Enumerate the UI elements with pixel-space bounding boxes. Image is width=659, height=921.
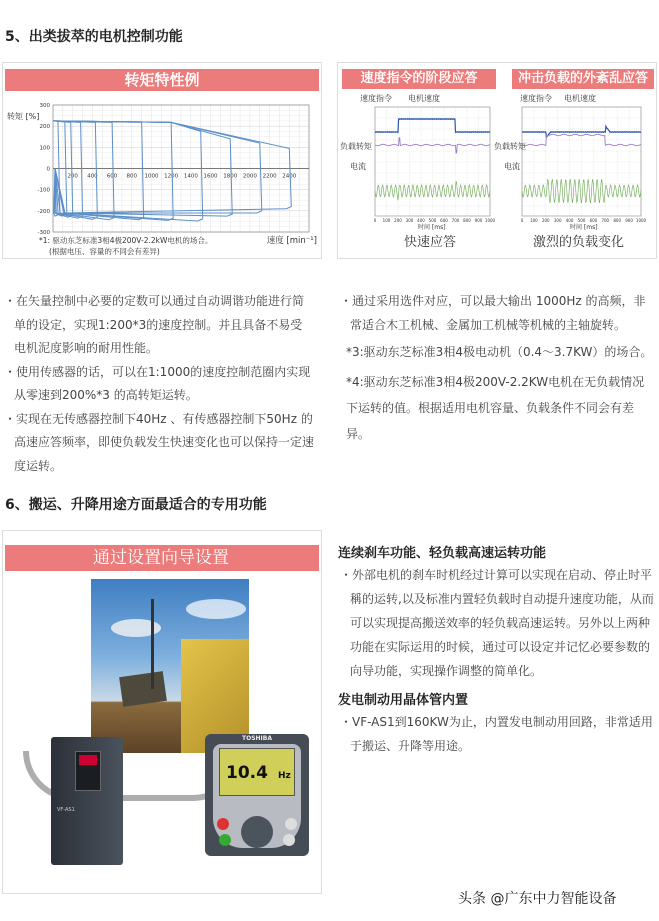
x-tick-label: 2400	[282, 173, 297, 180]
torque-note-1: *1: 驱动东芝标准3相4极200V-2.2kW电机的场合。	[39, 236, 213, 245]
bullet: ・使用传感器的话，可以在1:1000的速度控制范圈内实现从零速到200%*3 的高转矩运转。	[4, 364, 311, 402]
run-button	[219, 834, 231, 846]
section-5-title: 5、出类拔萃的电机控制功能	[5, 29, 183, 45]
feature-title: 连续刹车功能、轻负载高速运转功能	[338, 546, 547, 561]
x-tick-label: 0	[373, 218, 377, 223]
x-tick-label: 400	[417, 218, 425, 223]
y-tick-label: 200	[39, 124, 50, 131]
label-torque-1: 负载转矩	[340, 142, 372, 151]
x-tick-label: 100	[530, 218, 538, 223]
x-tick-label: 800	[126, 173, 138, 180]
x-tick-label: 1000	[144, 173, 159, 180]
bullet: ・在矢量控制中必要的定数可以通过自动调谐功能进行简单的设定，实现1:200*3的速度控制。并且具备不易受电机泥度影响的耐用性能。	[4, 294, 305, 355]
response-panel	[337, 62, 657, 259]
left-bullets	[2, 290, 314, 478]
x-tick-label: 1000	[484, 218, 496, 223]
torque-ylabel: 转矩 [%]	[7, 112, 40, 121]
x-tick-label: 0	[520, 218, 524, 223]
xlabel-2: 时间 [ms]	[570, 224, 598, 231]
stop-button	[217, 818, 229, 830]
x-tick-label: 100	[382, 218, 391, 223]
keypad-display-value: 10.4	[226, 763, 268, 783]
x-tick-label: 800	[613, 218, 622, 223]
x-tick-label: 1000	[635, 218, 647, 223]
features	[338, 542, 656, 758]
feature-text: ・外部电机的刹车时机经过计算可以实现在启动、停止时平稱的运转,以及标准内置轻负载时自动提升速度功能，从而可以实现提高搬送效率的轻负载高速运转。另外以上两种功能在实际运用的时候，通过可以设定并记忆必要参数的向导功能，实现操作调整的简单化。	[340, 568, 654, 678]
right-bullets	[338, 290, 654, 447]
x-tick-label: 300	[553, 218, 562, 223]
keypad-dial	[241, 816, 273, 848]
current-trace	[375, 181, 490, 200]
x-tick-label: 200	[67, 173, 78, 180]
x-tick-label: 700	[601, 218, 610, 223]
x-tick-label: 600	[589, 218, 598, 223]
caption-2: 激烈的负载变化	[533, 235, 625, 250]
feature-title: 发电制动用晶体管内置	[338, 693, 469, 708]
photo-panel	[2, 530, 322, 894]
y-tick-label: -300	[37, 230, 50, 236]
bullet: ・实现在无传感器控制下40Hz 、有传感器控制下50Hz 的高速应答频率，即使负载发生快速变化也可以保持一定速度运转。	[4, 411, 315, 473]
y-tick-label: 300	[39, 103, 50, 109]
x-tick-label: 500	[577, 218, 586, 223]
x-tick-label: 2200	[262, 173, 277, 180]
x-tick-label: 800	[463, 218, 471, 223]
x-tick-label: 1400	[183, 173, 198, 180]
label-speed-2: 电机速度	[564, 94, 596, 103]
label-cmd-2: 速度指令	[520, 94, 552, 103]
x-tick-label: 300	[405, 218, 414, 223]
x-tick-label: 700	[451, 218, 460, 223]
footnote-3: *3:驱动东芝标准3相4极电动机（0.4～3.7KW）的场合。	[346, 345, 653, 359]
x-tick-label: 1800	[223, 173, 238, 180]
label-current-1: 电流	[350, 162, 366, 171]
x-tick-label: 500	[428, 218, 437, 223]
photo-header: 通过设置向导设置	[5, 545, 319, 571]
section-6-title: 6、搬运、升降用途方面最适合的专用功能	[5, 497, 267, 513]
footnote-4: *4:驱动东芝标准3相4极200V-2.2KW电机在无负载情况下运转的值。根据适用电机容量、负载条件不同会有差异。	[346, 374, 645, 441]
keypad-display-unit: Hz	[278, 771, 291, 781]
label-speed-1: 电机速度	[408, 94, 440, 103]
x-tick-label: 400	[565, 218, 574, 223]
label-current-2: 电流	[504, 162, 520, 171]
esc-button	[285, 818, 297, 830]
torque-panel	[2, 62, 322, 259]
y-tick-label: -100	[37, 187, 50, 194]
x-tick-label: 400	[87, 173, 98, 180]
y-tick-label: -200	[37, 208, 50, 215]
load-response-header: 冲击负载的外紊乱应答	[512, 69, 654, 89]
crane-photo	[91, 579, 249, 753]
y-tick-label: 100	[39, 145, 50, 152]
keypad-image	[205, 734, 309, 856]
keypad-brand: TOSHIBA	[242, 735, 272, 742]
x-tick-label: 600	[106, 173, 118, 180]
x-tick-label: 1600	[203, 173, 218, 180]
torque-chart	[3, 63, 323, 260]
x-tick-label: 2000	[242, 173, 257, 180]
torque-xlabel: 速度 [min⁻¹]	[266, 236, 317, 246]
x-tick-label: 200	[541, 218, 550, 223]
x-tick-label: 1200	[164, 173, 179, 180]
x-tick-label: 600	[440, 218, 448, 223]
x-tick-label: 900	[474, 218, 483, 223]
xlabel-1: 时间 [ms]	[418, 224, 446, 231]
torque-curve	[53, 121, 203, 221]
watermark: 头条 @广东中力智能设备	[458, 891, 617, 907]
label-cmd-1: 速度指令	[360, 94, 392, 103]
caption-1: 快速应答	[404, 235, 457, 250]
y-tick-label: 0	[46, 166, 50, 173]
bullet: ・通过采用选件对应，可以最大输出 1000Hz 的高频，非常适合木工机械、金属加工机械等机械的主轴旋转。	[340, 294, 646, 332]
label-torque-2: 负载转矩	[494, 142, 526, 151]
inverter-model: VF-AS1	[57, 807, 75, 813]
torque-panel-header: 转矩特性例	[5, 69, 319, 91]
x-tick-label: 200	[394, 218, 402, 223]
mode-button	[283, 834, 295, 846]
inverter-image	[51, 737, 123, 865]
step-response-header: 速度指令的阶段应答	[342, 69, 496, 89]
torque-note-2: (根据电压、容量的不同会有差异)	[49, 247, 160, 256]
feature-text: ・VF-AS1到160KW为止，内置发电制动用回路，非常适用于搬运、升降等用途。	[340, 715, 653, 753]
x-tick-label: 900	[625, 218, 633, 223]
